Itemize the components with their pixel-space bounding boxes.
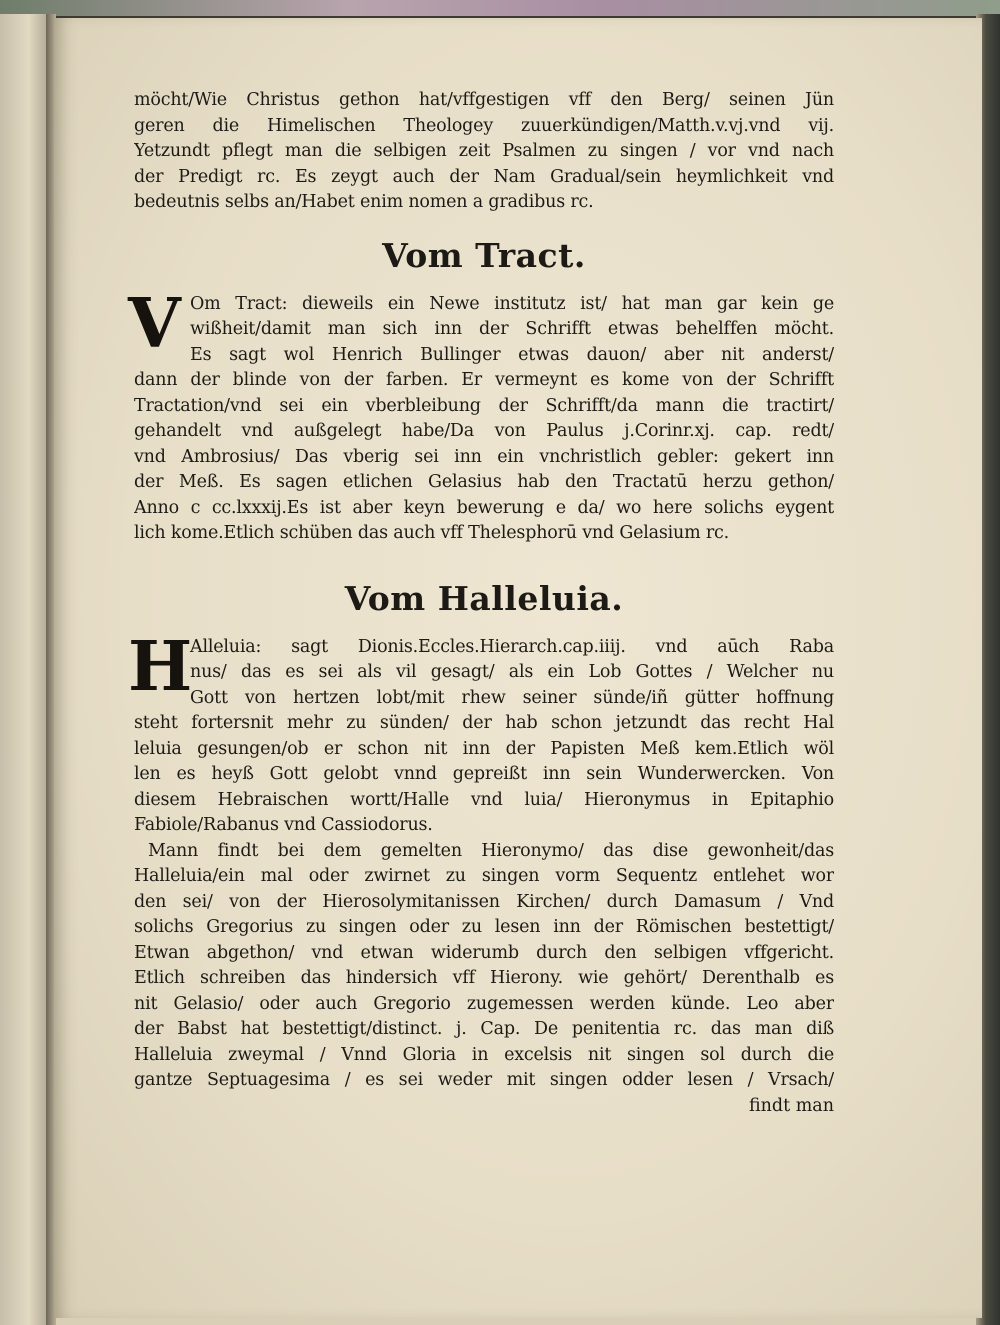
text-line: gantze Septuagesima / es sei weder mit singen odder lesen / Vrsach/ bbox=[134, 1070, 834, 1090]
book-page bbox=[54, 18, 982, 1318]
text-line: möcht/Wie Christus gethon hat/vffgestigen vff den Berg/ seinen Jün bbox=[134, 90, 834, 110]
text-line: dann der blinde von der farben. Er vermeynt es kome von der Schrifft bbox=[134, 370, 834, 390]
text-line: Gott von hertzen lobt/mit rhew seiner sünde/iñ gütter hoffnung bbox=[190, 687, 834, 708]
text-line: solichs Gregorius zu singen oder zu lesen inn der Römischen bestettigt/ bbox=[134, 917, 834, 937]
text-line: len es heyß Gott gelobt vnnd gepreißt inn sein Wunderwercken. Von bbox=[134, 764, 834, 784]
text-line: Halleluia zweymal / Vnnd Gloria in excelsis nit singen sol durch die bbox=[134, 1044, 834, 1065]
text-line: Mann findt bei dem gemelten Hieronymo/ das dise gewonheit/das bbox=[148, 840, 834, 861]
tract-paragraph bbox=[128, 283, 834, 547]
text-line: Es sagt wol Henrich Bullinger etwas dauon/ aber nit anderst/ bbox=[190, 344, 834, 365]
text-line: wißheit/damit man sich inn der Schrifft etwas behelffen möcht. bbox=[190, 319, 834, 339]
section-heading-tract: Vom Tract. bbox=[382, 235, 586, 275]
text-line: Om Tract: dieweils ein Newe institutz ist/ hat man gar kein ge bbox=[190, 293, 834, 314]
text-line: Etlich schreiben das hindersich vff Hierony. wie gehört/ Derenthalb es bbox=[134, 968, 834, 988]
text-line: diesem Hebraischen wortt/Halle vnd luia/ Hieronymus in Epitaphio bbox=[134, 789, 834, 810]
text-line: der Predigt rc. Es zeygt auch der Nam Gradual/sein heymlichkeit vnd bbox=[134, 166, 834, 187]
text-line: leluia gesungen/ob er schon nit inn der Papisten Meß kem.Etlich wöl bbox=[134, 738, 834, 759]
continuation-paragraph bbox=[134, 839, 834, 1094]
text-line: geren die Himelischen Theologey zuuerkündigen/Matth.v.vj.vnd vij. bbox=[134, 115, 834, 136]
page-text bbox=[128, 88, 834, 1119]
text-line: Anno c cc.lxxxij.Es ist aber keyn bewerung e da/ wo here solichs eygent bbox=[134, 497, 834, 518]
text-line: Alleluia: sagt Dionis.Eccles.Hierarch.cap.iiij. vnd aūch Raba bbox=[190, 636, 834, 657]
text-line: der Babst hat bestettigt/distinct. j. Cap. De penitentia rc. das man diß bbox=[134, 1019, 834, 1039]
intro-paragraph bbox=[134, 88, 834, 216]
text-line: lich kome.Etlich schüben das auch vff Thelesphorū vnd Gelasium rc. bbox=[134, 523, 730, 543]
text-line: nus/ das es sei als vil gesagt/ als ein Lob Gottes / Welcher nu bbox=[190, 662, 834, 682]
drop-cap-v: V bbox=[128, 283, 181, 364]
halleluia-paragraph bbox=[128, 626, 834, 839]
text-line: Yetzundt pflegt man die selbigen zeit Psalmen zu singen / vor vnd nach bbox=[134, 141, 834, 161]
text-line: Etwan abgethon/ vnd etwan widerumb durch den selbigen vffgericht. bbox=[134, 942, 834, 963]
catchword: findt man bbox=[748, 1095, 834, 1116]
text-line: Halleluia/ein mal oder zwirnet zu singen vorm Sequentz entlehet wor bbox=[134, 866, 834, 886]
text-line: vnd Ambrosius/ Das vberig sei inn ein vnchristlich gebler: gekert inn bbox=[134, 446, 834, 467]
text-line: bedeutnis selbs an/Habet enim nomen a gradibus rc. bbox=[134, 192, 594, 212]
text-line: gehandelt vnd außgelegt habe/Da von Paulus j.Corinr.xj. cap. redt/ bbox=[134, 421, 834, 441]
left-page-edge bbox=[0, 14, 52, 1325]
text-line: steht fortersnit mehr zu sünden/ der hab schon jetzundt das recht Hal bbox=[134, 713, 834, 733]
drop-cap-h: H bbox=[128, 626, 193, 707]
text-line: Tractation/vnd sei ein vberbleibung der Schrifft/da mann die tractirt/ bbox=[134, 395, 834, 416]
text-line: den sei/ von der Hierosolymitanissen Kirchen/ durch Damasum / Vnd bbox=[134, 891, 834, 912]
text-line: nit Gelasio/ oder auch Gregorio zugemessen werden künde. Leo aber bbox=[134, 993, 834, 1014]
text-line: Fabiole/Rabanus vnd Cassiodorus. bbox=[134, 815, 433, 835]
section-heading-halleluia: Vom Halleluia. bbox=[344, 578, 624, 618]
text-line: der Meß. Es sagen etlichen Gelasius hab den Tractatū herzu gethon/ bbox=[134, 472, 834, 492]
